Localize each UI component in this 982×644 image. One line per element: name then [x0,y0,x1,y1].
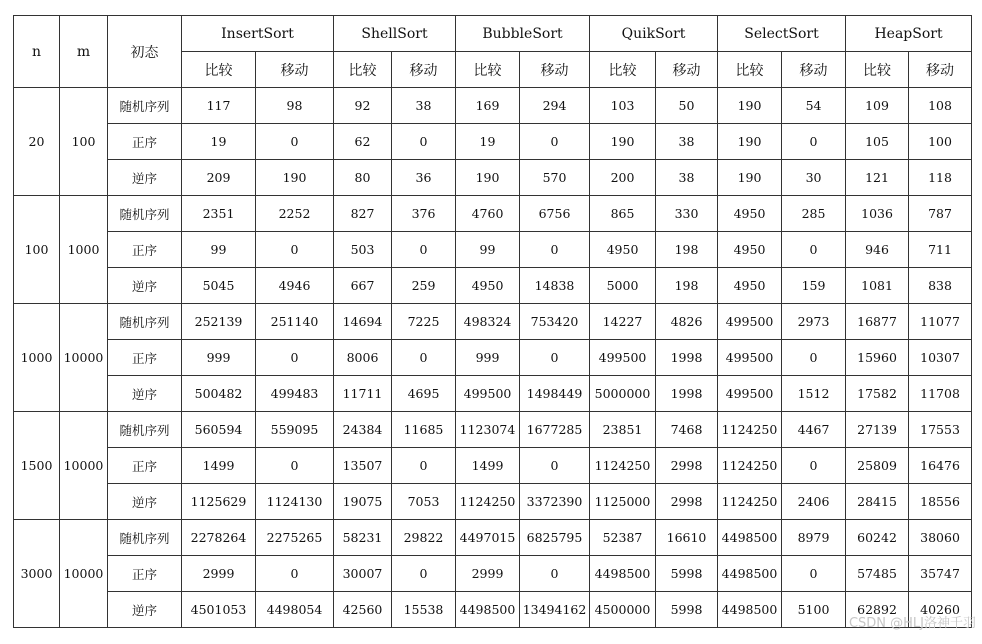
cell-value: 98 [256,88,334,124]
cell-value: 38060 [909,520,972,556]
cell-value: 8006 [334,340,392,376]
cell-value: 2278264 [182,520,256,556]
cell-value: 1512 [782,376,846,412]
cell-value: 4500000 [590,592,656,628]
cell-value: 38 [392,88,456,124]
cell-value: 1081 [846,268,909,304]
cell-value: 2406 [782,484,846,520]
cell-value: 57485 [846,556,909,592]
cell-value: 499500 [718,376,782,412]
cell-value: 4498054 [256,592,334,628]
cell-value: 14227 [590,304,656,340]
cell-value: 54 [782,88,846,124]
cell-m: 10000 [60,412,108,520]
cell-m: 100 [60,88,108,196]
cell-value: 4497015 [456,520,520,556]
cell-value: 16610 [656,520,718,556]
cell-value: 5045 [182,268,256,304]
cell-value: 1124250 [718,448,782,484]
cell-n: 20 [14,88,60,196]
subheader-move: 移动 [256,52,334,88]
cell-value: 27139 [846,412,909,448]
cell-value: 18556 [909,484,972,520]
cell-value: 2998 [656,484,718,520]
header-quiksort: QuikSort [590,16,718,52]
cell-value: 503 [334,232,392,268]
cell-value: 1998 [656,340,718,376]
cell-value: 121 [846,160,909,196]
cell-value: 0 [256,232,334,268]
cell-value: 38 [656,124,718,160]
cell-initial-state: 逆序 [108,376,182,412]
cell-value: 330 [656,196,718,232]
cell-value: 1124130 [256,484,334,520]
cell-initial-state: 正序 [108,232,182,268]
header-selectsort: SelectSort [718,16,846,52]
subheader-move: 移动 [520,52,590,88]
cell-value: 190 [456,160,520,196]
cell-value: 499500 [456,376,520,412]
cell-value: 109 [846,88,909,124]
cell-value: 1998 [656,376,718,412]
subheader-compare: 比较 [456,52,520,88]
cell-value: 25809 [846,448,909,484]
cell-value: 200 [590,160,656,196]
cell-m: 10000 [60,304,108,412]
cell-value: 19075 [334,484,392,520]
cell-value: 2999 [456,556,520,592]
cell-value: 190 [718,160,782,196]
cell-value: 23851 [590,412,656,448]
cell-value: 103 [590,88,656,124]
cell-initial-state: 正序 [108,340,182,376]
cell-value: 498324 [456,304,520,340]
cell-value: 15960 [846,340,909,376]
cell-value: 209 [182,160,256,196]
cell-m: 10000 [60,520,108,628]
cell-value: 1124250 [718,412,782,448]
cell-value: 560594 [182,412,256,448]
cell-value: 5000 [590,268,656,304]
cell-value: 2275265 [256,520,334,556]
table-row [14,304,972,340]
cell-value: 2999 [182,556,256,592]
cell-value: 0 [520,124,590,160]
cell-value: 11077 [909,304,972,340]
cell-initial-state: 随机序列 [108,520,182,556]
cell-value: 4467 [782,412,846,448]
sort-comparison-table [13,15,972,628]
cell-value: 80 [334,160,392,196]
cell-value: 5998 [656,556,718,592]
cell-value: 5100 [782,592,846,628]
cell-n: 1500 [14,412,60,520]
cell-value: 570 [520,160,590,196]
table-row [14,196,972,232]
cell-value: 0 [392,448,456,484]
cell-value: 4826 [656,304,718,340]
cell-value: 100 [909,124,972,160]
cell-value: 999 [182,340,256,376]
cell-m: 1000 [60,196,108,304]
table-row [14,556,972,592]
cell-value: 259 [392,268,456,304]
cell-value: 24384 [334,412,392,448]
cell-value: 3372390 [520,484,590,520]
cell-value: 1125000 [590,484,656,520]
header-insertsort: InsertSort [182,16,334,52]
cell-n: 1000 [14,304,60,412]
cell-value: 105 [846,124,909,160]
header-bubblesort: BubbleSort [456,16,590,52]
cell-value: 6825795 [520,520,590,556]
cell-value: 1124250 [590,448,656,484]
cell-value: 60242 [846,520,909,556]
table-row [14,160,972,196]
table-row [14,448,972,484]
table-row [14,232,972,268]
subheader-move: 移动 [392,52,456,88]
cell-value: 35747 [909,556,972,592]
cell-value: 376 [392,196,456,232]
cell-value: 0 [782,124,846,160]
cell-value: 0 [782,340,846,376]
cell-value: 0 [782,232,846,268]
cell-value: 1499 [182,448,256,484]
cell-value: 294 [520,88,590,124]
header-m: m [60,16,108,88]
cell-value: 559095 [256,412,334,448]
cell-value: 30 [782,160,846,196]
cell-value: 4498500 [590,556,656,592]
cell-value: 0 [256,124,334,160]
cell-value: 14694 [334,304,392,340]
cell-n: 3000 [14,520,60,628]
cell-value: 7225 [392,304,456,340]
cell-value: 499500 [590,340,656,376]
cell-value: 40260 [909,592,972,628]
cell-value: 11708 [909,376,972,412]
cell-initial-state: 逆序 [108,268,182,304]
cell-value: 4950 [718,196,782,232]
cell-value: 108 [909,88,972,124]
cell-value: 50 [656,88,718,124]
cell-value: 58231 [334,520,392,556]
cell-value: 4501053 [182,592,256,628]
cell-value: 62 [334,124,392,160]
table-row [14,412,972,448]
cell-value: 2252 [256,196,334,232]
cell-value: 92 [334,88,392,124]
subheader-move: 移动 [656,52,718,88]
header-initial-state: 初态 [108,16,182,88]
cell-value: 2998 [656,448,718,484]
cell-value: 4950 [590,232,656,268]
cell-value: 1124250 [718,484,782,520]
cell-value: 190 [256,160,334,196]
cell-value: 38 [656,160,718,196]
table-row [14,520,972,556]
cell-value: 4498500 [718,592,782,628]
cell-value: 827 [334,196,392,232]
cell-value: 0 [520,448,590,484]
cell-value: 711 [909,232,972,268]
subheader-move: 移动 [782,52,846,88]
cell-value: 4760 [456,196,520,232]
subheader-compare: 比较 [846,52,909,88]
cell-value: 787 [909,196,972,232]
cell-value: 11711 [334,376,392,412]
cell-value: 5000000 [590,376,656,412]
cell-value: 1677285 [520,412,590,448]
cell-value: 0 [256,448,334,484]
subheader-compare: 比较 [718,52,782,88]
subheader-compare: 比较 [590,52,656,88]
cell-value: 500482 [182,376,256,412]
cell-value: 159 [782,268,846,304]
cell-value: 4946 [256,268,334,304]
cell-value: 14838 [520,268,590,304]
cell-value: 11685 [392,412,456,448]
header-heapsort: HeapSort [846,16,972,52]
cell-value: 17553 [909,412,972,448]
cell-value: 4498500 [718,556,782,592]
cell-value: 0 [782,448,846,484]
cell-value: 0 [392,232,456,268]
table-row [14,592,972,628]
cell-value: 0 [392,124,456,160]
subheader-compare: 比较 [334,52,392,88]
cell-value: 251140 [256,304,334,340]
cell-value: 4950 [456,268,520,304]
cell-value: 4498500 [456,592,520,628]
cell-value: 0 [520,340,590,376]
cell-value: 62892 [846,592,909,628]
cell-initial-state: 逆序 [108,160,182,196]
cell-initial-state: 随机序列 [108,304,182,340]
cell-value: 198 [656,232,718,268]
cell-value: 10307 [909,340,972,376]
table-row [14,484,972,520]
cell-value: 0 [520,556,590,592]
cell-value: 13494162 [520,592,590,628]
cell-value: 667 [334,268,392,304]
cell-value: 0 [256,340,334,376]
cell-value: 946 [846,232,909,268]
cell-value: 42560 [334,592,392,628]
cell-value: 29822 [392,520,456,556]
cell-value: 1125629 [182,484,256,520]
cell-value: 1123074 [456,412,520,448]
cell-value: 5998 [656,592,718,628]
subheader-compare: 比较 [182,52,256,88]
cell-value: 15538 [392,592,456,628]
cell-value: 753420 [520,304,590,340]
cell-value: 0 [392,340,456,376]
table-row [14,376,972,412]
cell-value: 1124250 [456,484,520,520]
cell-initial-state: 随机序列 [108,412,182,448]
cell-value: 1036 [846,196,909,232]
cell-value: 838 [909,268,972,304]
cell-value: 169 [456,88,520,124]
cell-value: 2973 [782,304,846,340]
cell-value: 0 [392,556,456,592]
cell-value: 117 [182,88,256,124]
cell-initial-state: 逆序 [108,484,182,520]
cell-value: 28415 [846,484,909,520]
subheader-move: 移动 [909,52,972,88]
cell-value: 16476 [909,448,972,484]
cell-value: 190 [590,124,656,160]
cell-initial-state: 逆序 [108,592,182,628]
cell-value: 4950 [718,268,782,304]
cell-value: 0 [256,556,334,592]
cell-value: 198 [656,268,718,304]
cell-value: 499500 [718,340,782,376]
table-row [14,88,972,124]
cell-value: 99 [456,232,520,268]
cell-value: 7053 [392,484,456,520]
cell-value: 8979 [782,520,846,556]
cell-value: 499483 [256,376,334,412]
cell-value: 4950 [718,232,782,268]
cell-value: 2351 [182,196,256,232]
cell-value: 999 [456,340,520,376]
cell-initial-state: 正序 [108,448,182,484]
cell-value: 16877 [846,304,909,340]
table-row [14,124,972,160]
cell-value: 99 [182,232,256,268]
cell-value: 285 [782,196,846,232]
table-row [14,268,972,304]
cell-value: 499500 [718,304,782,340]
cell-initial-state: 正序 [108,124,182,160]
cell-value: 7468 [656,412,718,448]
cell-value: 6756 [520,196,590,232]
cell-value: 19 [182,124,256,160]
cell-value: 30007 [334,556,392,592]
cell-value: 252139 [182,304,256,340]
header-shellsort: ShellSort [334,16,456,52]
cell-value: 190 [718,124,782,160]
cell-value: 0 [520,232,590,268]
cell-value: 865 [590,196,656,232]
cell-initial-state: 正序 [108,556,182,592]
table-row [14,340,972,376]
cell-value: 0 [782,556,846,592]
cell-initial-state: 随机序列 [108,88,182,124]
cell-value: 36 [392,160,456,196]
cell-value: 52387 [590,520,656,556]
header-n: n [14,16,60,88]
cell-value: 19 [456,124,520,160]
cell-value: 13507 [334,448,392,484]
cell-n: 100 [14,196,60,304]
cell-value: 1499 [456,448,520,484]
watermark: CSDN @HLJ洛神千羽 [848,616,976,631]
cell-value: 1498449 [520,376,590,412]
cell-value: 4498500 [718,520,782,556]
cell-value: 17582 [846,376,909,412]
cell-value: 4695 [392,376,456,412]
cell-value: 190 [718,88,782,124]
cell-initial-state: 随机序列 [108,196,182,232]
cell-value: 118 [909,160,972,196]
